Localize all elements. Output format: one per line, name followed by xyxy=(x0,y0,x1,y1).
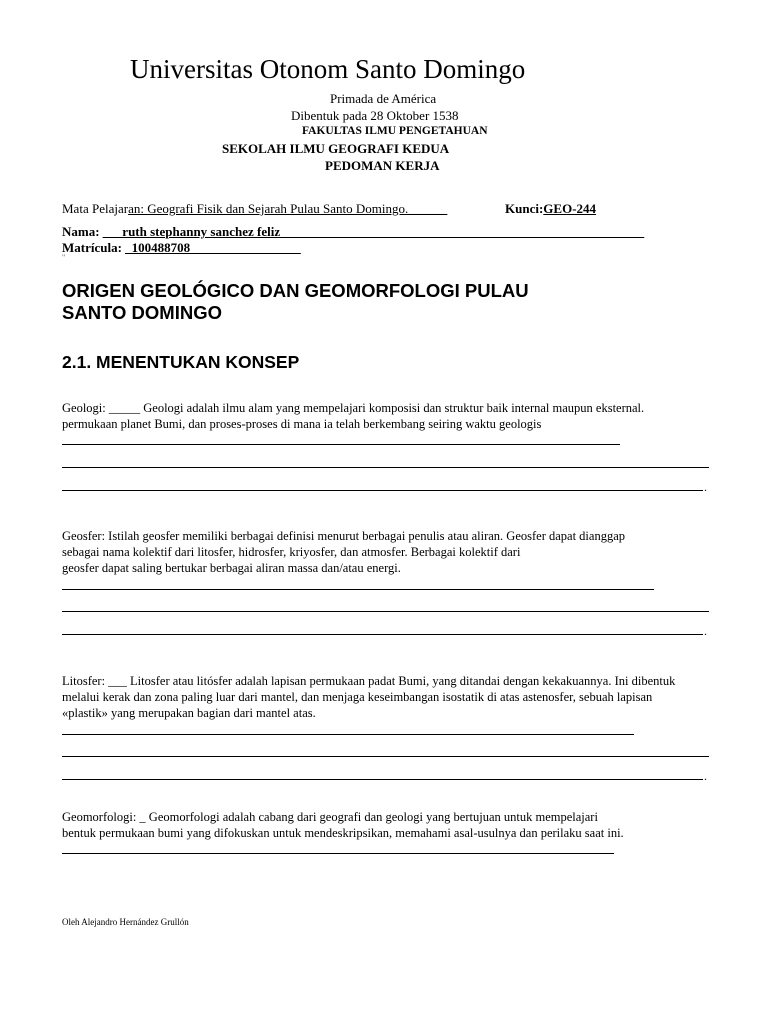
answer-line[interactable] xyxy=(62,589,654,590)
document-title-line1: ORIGEN GEOLÓGICO DAN GEOMORFOLOGI PULAU xyxy=(62,280,529,301)
geosfer-line3: geosfer dapat saling bertukar berbagai aliran massa dan/atau energi. xyxy=(62,561,401,575)
litosfer-line2: melalui kerak dan zona paling luar dari mantel, dan menjaga keseimbangan isostatik di atas astenosfer, sebuah lapisan xyxy=(62,690,653,704)
answer-line[interactable] xyxy=(62,734,634,735)
answer-line[interactable] xyxy=(62,756,709,757)
matricula-row xyxy=(62,240,301,256)
faculty-name: FAKULTAS ILMU PENGETAHUAN xyxy=(302,125,488,137)
key-label: Kunci: xyxy=(505,201,544,216)
answer-line[interactable] xyxy=(62,444,620,445)
school-name: SEKOLAH ILMU GEOGRAFI KEDUA xyxy=(222,141,450,156)
document-title-line2: SANTO DOMINGO xyxy=(62,302,222,323)
name-row xyxy=(62,224,644,240)
name-label: Nama: xyxy=(62,224,100,239)
matricula-label: Matrícula: xyxy=(62,240,122,255)
geologi-line2: permukaan planet Bumi, dan proses-proses di mana ia telah berkembang seiring waktu geologis xyxy=(62,417,542,431)
litosfer-line1: Litosfer: ___ Litosfer atau litósfer adalah lapisan permukaan padat Bumi, yang ditandai dengan kekakuannya. Ini dibentuk xyxy=(62,674,676,688)
geosfer-line1: Geosfer: Istilah geosfer memiliki berbagai definisi menurut berbagai penulis atau aliran. Geosfer dapat dianggap xyxy=(62,529,625,543)
subject-label: Mata Pelajar xyxy=(62,201,129,216)
stray-mark: " xyxy=(62,253,66,262)
line-period: . xyxy=(704,480,707,494)
author-footer: Oleh Alejandro Hernández Grullón xyxy=(62,917,189,927)
line-period: . xyxy=(704,769,707,783)
answer-line[interactable] xyxy=(62,634,703,635)
subtitle: Primada de América xyxy=(330,91,437,106)
subject-row xyxy=(62,201,447,217)
answer-line[interactable] xyxy=(62,853,614,854)
geologi-line1: Geologi: _____ Geologi adalah ilmu alam yang mempelajari komposisi dan struktur baik internal maupun eksternal. xyxy=(62,401,645,415)
geomorfologi-line1: Geomorfologi: _ Geomorfologi adalah cabang dari geografi dan geologi yang bertujuan untuk mempelajari xyxy=(62,810,598,824)
litosfer-line3: «plastik» yang merupakan bagian dari mantel atas. xyxy=(62,706,316,720)
name-value: ___ruth stephanny sanchez feliz________________________________________________________ xyxy=(102,224,645,239)
answer-line[interactable] xyxy=(62,467,709,468)
matricula-value: _100488708_________________ xyxy=(125,240,301,255)
founded-date: Dibentuk pada 28 Oktober 1538 xyxy=(291,108,459,123)
answer-line[interactable] xyxy=(62,779,703,780)
line-period: . xyxy=(704,624,707,638)
geomorfologi-line2: bentuk permukaan bumi yang difokuskan untuk mendeskripsikan, memahami asal-usulnya dan perilaku saat ini. xyxy=(62,826,624,840)
answer-line[interactable] xyxy=(62,490,703,491)
key-value: GEO-244 xyxy=(543,201,597,216)
subject-value: an: Geografi Fisik dan Sejarah Pulau Santo Domingo.______ xyxy=(128,201,448,216)
guide-title: PEDOMAN KERJA xyxy=(325,158,440,173)
answer-line[interactable] xyxy=(62,611,709,612)
geosfer-line2: sebagai nama kolektif dari litosfer, hidrosfer, kriyosfer, dan atmosfer. Berbagai kolektif dari xyxy=(62,545,521,559)
university-title: Universitas Otonom Santo Domingo xyxy=(130,54,526,84)
key-row xyxy=(505,201,596,217)
section-title: 2.1. MENENTUKAN KONSEP xyxy=(62,352,300,372)
